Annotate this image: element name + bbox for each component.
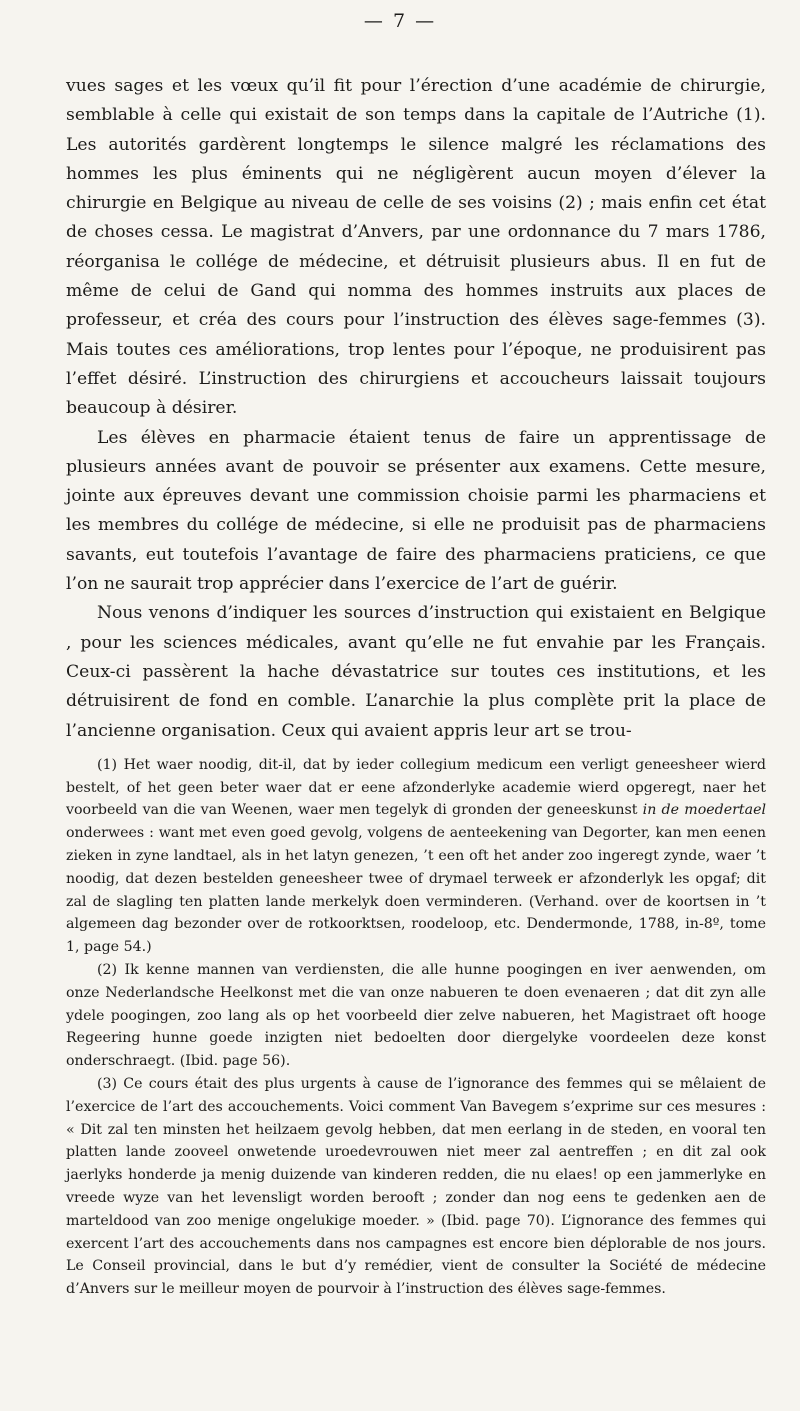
footnote-3: (3) Ce cours était des plus urgents à cause de l’ignorance des femmes qui se mêlaient de l’exercice de l’art des accouchements. Voici comment Van Bavegem s’exprime sur ces mesures : « Dit zal ten minsten het heilzaem gevolg hebben, dat men eerlang in de steden, en vooral ten platten lande zooveel onwetende uroedevrouwen niet meer zal aentreffen ; en dit zal ook jaerlyks honderde ja menig duizende van kinderen redden, die nu elaes! op een jammerlyke en vreede wyze van het levensligt worden berooft ; zonder dan nog eens te gedenken aen de marteldood van zoo menige ongelukige moeder. » (Ibid. page 70). L’ignorance des femmes qui exercent l’art des accouchements dans nos campagnes est encore bien déplorable de nos jours. Le Conseil provincial, dans le but d’y remédier, vient de consulter la Société de médecine d’Anvers sur le meilleur moyen de pourvoir à l’instruction des élèves sage-femmes. bbox=[66, 1075, 766, 1298]
footnote-2: (2) Ik kenne mannen van verdiensten, die alle hunne poogingen en iver aenwenden, om onze Nederlandsche Heelkonst met die van onze nabueren te doen evenaeren ; dat dit zyn alle ydele poogingen, zoo lang als op het voorbeeld dier zelve nabueren, het Magistraet oft hooge Regeering hunne goede inzigten niet bedoelten door diergelyke voordeelen deze konst onderschraegt. (Ibid. page 56). bbox=[66, 962, 766, 1070]
footnote-1-text-cont: onderwees : want met even goed gevolg, volgens de aenteekening van Degorter, kan men eenen zieken in zyne landtael, als in het latyn genezen, ’t een oft het ander zoo ingeregt zynde, waer ’t noodig, dat dezen bestelden geneesheer twee of drymael terweek er afzonderlyk les opgaf; dit zal de slagling ten platten lande merkelyk doen verminderen. (Verhand. over de koortsen in ’t algemeen dag bezonder over de rotkoorktsen, roodeloop, etc. Dendermonde, 1788, in-8º, tome 1, page 54.) bbox=[66, 825, 766, 956]
paragraph: Nous venons d’indiquer les sources d’instruction qui existaient en Belgique , pour les sciences médicales, avant qu’elle ne fut envahie par les Français. Ceux-ci passèrent la hache dévastatrice sur toutes ces institutions, et les détruisirent de fond en comble. L’anarchie la plus complète prit la place de l’ancienne organisation. Ceux qui avaient appris leur art se trou- bbox=[66, 603, 766, 741]
footnote-1-text: (1) Het waer noodig, dit-il, dat by ieder collegium medicum een verligt geneesheer wierd bestelt, of het geen beter waer dat er eene afzonderlyke academie wierd opgeregt, naer het voorbeeld van die van Weenen, waer men tegelyk di gronden der geneeskunst bbox=[66, 756, 766, 819]
paragraph: vues sages et les vœux qu’il fit pour l’érection d’une académie de chirurgie, semblable à celle qui existait de son temps dans la capitale de l’Autriche (1). Les autorités gardèrent longtemps le silence malgré les réclamations des hommes les plus éminents qui ne négligèrent aucun moyen d’élever la chirurgie en Belgique au niveau de celle de ses voisins (2) ; mais enfin cet état de choses cessa. Le magistrat d’Anvers, par une ordonnance du 7 mars 1786, réorganisa le collége de médecine, et détruisit plusieurs abus. Il en fut de même de celui de Gand qui nomma des hommes instruits aux places de professeur, et créa des cours pour l’instruction des élèves sage-femmes (3). Mais toutes ces améliorations, trop lentes pour l’époque, ne produisirent pas l’effet désiré. L’instruction des chirurgiens et accoucheurs laissait toujours beaucoup à désirer. bbox=[66, 76, 766, 419]
page-number: — 7 — bbox=[363, 10, 437, 32]
paragraph: Les élèves en pharmacie étaient tenus de faire un apprentissage de plusieurs années avant de pouvoir se présenter aux examens. Cette mesure, jointe aux épreuves devant une commission choisie parmi les pharmaciens et les membres du collége de médecine, si elle ne produisit pas de pharmaciens savants, eut toutefois l’avantage de faire des pharmaciens praticiens, ce que l’on ne saurait trop apprécier dans l’exercice de l’art de guérir. bbox=[66, 427, 766, 595]
footnote-1 bbox=[66, 754, 766, 959]
footnote-1-italic: in de moedertael bbox=[642, 802, 766, 819]
footnotes bbox=[66, 754, 766, 1301]
main-text bbox=[66, 72, 766, 746]
